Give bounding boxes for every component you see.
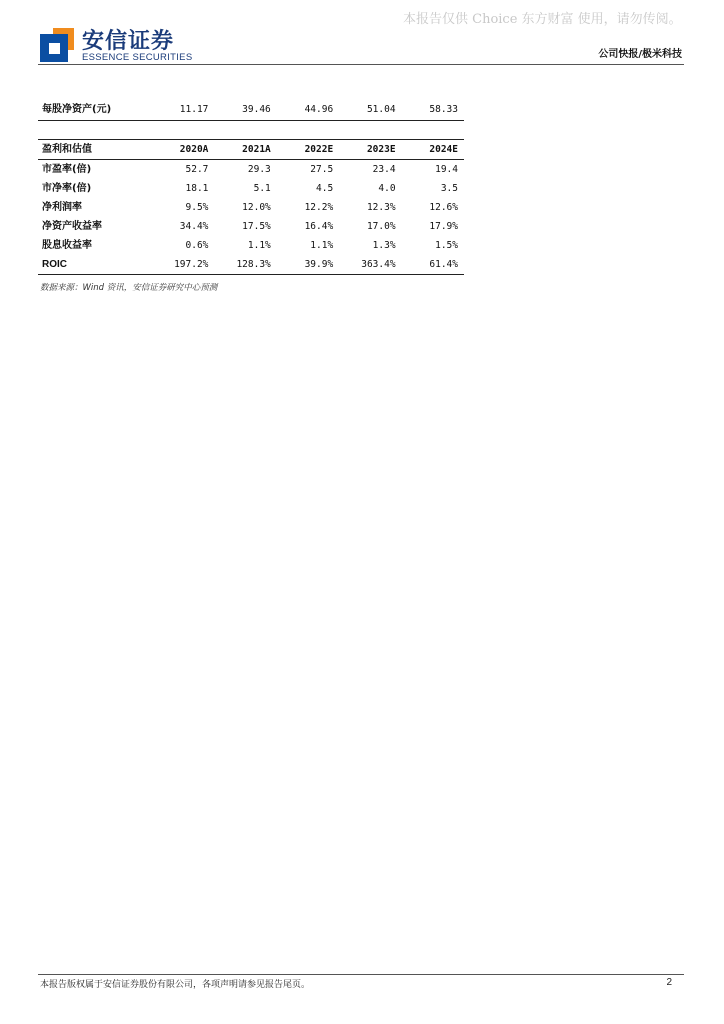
table-row — [38, 100, 464, 121]
cell-value: 19.4 — [435, 164, 458, 175]
source-note: 数据来源：Wind 资讯，安信证券研究中心预测 — [40, 283, 218, 293]
cell-value: 18.1 — [185, 183, 209, 194]
row-label: 净利润率 — [42, 202, 82, 213]
cell-value: 4.0 — [378, 183, 396, 194]
column-header: 2022E — [304, 144, 334, 155]
cell-value: 39.46 — [242, 104, 271, 115]
page-number: 2 — [666, 977, 672, 988]
cell-value: 1.1% — [310, 240, 334, 251]
cell-value: 61.4% — [429, 259, 458, 270]
header-divider — [38, 64, 684, 65]
table-row — [38, 179, 464, 198]
cell-value: 52.7 — [185, 164, 209, 175]
row-label: 市盈率(倍) — [42, 164, 92, 175]
watermark-text: 本报告仅供 Choice 东方财富 使用，请勿传阅。 — [403, 12, 682, 27]
row-label: 每股净资产(元) — [42, 104, 112, 115]
cell-value: 27.5 — [310, 164, 334, 175]
company-logo — [38, 26, 198, 66]
cell-value: 16.4% — [304, 221, 334, 232]
row-label: ROIC — [42, 259, 67, 270]
cell-value: 44.96 — [304, 104, 334, 115]
cell-value: 51.04 — [366, 104, 396, 115]
cell-value: 12.3% — [366, 202, 396, 213]
table-header-row — [38, 140, 464, 160]
table-row — [38, 236, 464, 255]
cell-value: 1.1% — [247, 240, 271, 251]
cell-value: 17.5% — [242, 221, 271, 232]
table-row — [38, 255, 464, 275]
essence-logo-icon — [38, 26, 76, 64]
cell-value: 12.0% — [242, 202, 271, 213]
cell-value: 4.5 — [316, 183, 334, 194]
cell-value: 12.6% — [429, 202, 458, 213]
cell-value: 58.33 — [429, 104, 458, 115]
cell-value: 3.5 — [440, 183, 458, 194]
footer-divider — [38, 974, 684, 975]
column-header: 盈利和估值 — [42, 144, 92, 155]
cell-value: 17.0% — [366, 221, 396, 232]
footer-disclaimer: 本报告版权属于安信证券股份有限公司，各项声明请参见报告尾页。 — [40, 980, 311, 990]
table-row — [38, 198, 464, 217]
cell-value: 11.17 — [179, 104, 209, 115]
column-header: 2020A — [179, 144, 209, 155]
column-header: 2023E — [366, 144, 396, 155]
report-type-label: 公司快报/极米科技 — [598, 49, 682, 60]
row-label: 市净率(倍) — [42, 183, 92, 194]
cell-value: 34.4% — [179, 221, 209, 232]
table-row — [38, 160, 464, 180]
cell-value: 1.5% — [435, 240, 458, 251]
cell-value: 128.3% — [236, 259, 271, 270]
row-label: 净资产收益率 — [42, 221, 102, 232]
cell-value: 17.9% — [429, 221, 458, 232]
table-row — [38, 217, 464, 236]
cell-value: 197.2% — [174, 259, 209, 270]
cell-value: 29.3 — [247, 164, 271, 175]
cell-value: 0.6% — [185, 240, 209, 251]
logo-chinese-name: 安信证券 — [82, 29, 175, 54]
row-label: 股息收益率 — [42, 240, 92, 251]
cell-value: 39.9% — [304, 259, 334, 270]
cell-value: 1.3% — [372, 240, 396, 251]
valuation-table — [38, 139, 464, 275]
cell-value: 23.4 — [372, 164, 396, 175]
cell-value: 363.4% — [361, 259, 396, 270]
column-header: 2021A — [242, 144, 271, 155]
logo-english-name: ESSENCE SECURITIES — [82, 52, 193, 63]
cell-value: 12.2% — [304, 202, 334, 213]
cell-value: 5.1 — [253, 183, 271, 194]
net-assets-table — [38, 100, 464, 121]
column-header: 2024E — [429, 144, 458, 155]
cell-value: 9.5% — [185, 202, 209, 213]
